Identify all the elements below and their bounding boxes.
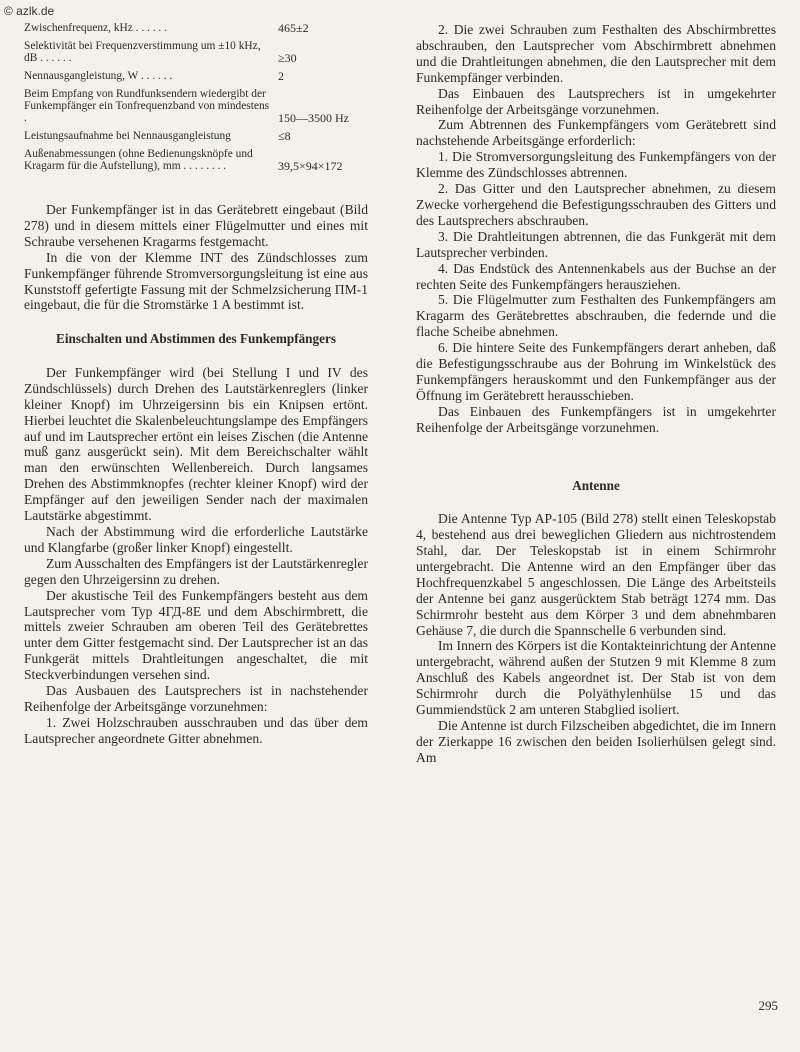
paragraph: 2. Das Gitter und den Lautsprecher abnehmen, zu diesem Zwecke vorhergehend die Befestigungsschrauben des Gitters und des Lautsprechers abschrauben. [416, 181, 776, 228]
spec-value: ≥30 [278, 51, 297, 65]
spec-row [24, 148, 368, 178]
spec-label: Außenabmessungen (ohne Bedienungsknöpfe und Kragarm für die Aufstellung), mm . . . . . . . . [24, 148, 253, 172]
paragraph: 4. Das Endstück des Antennenkabels aus der Buchse an der rechten Seite des Funkempfängers herausziehen. [416, 260, 776, 292]
spec-value: ≤8 [278, 129, 291, 143]
spec-row [24, 40, 368, 70]
paragraph: Das Einbauen des Funkempfängers ist in umgekehrter Reihenfolge der Arbeitsgänge vorzunehmen. [416, 403, 776, 435]
spec-value: 465±2 [278, 21, 309, 35]
paragraph: 5. Die Flügelmutter zum Festhalten des Funkempfängers am Kragarm des Gerätebrettes abschrauben, die federnde und die flache Scheibe abnehmen. [416, 292, 776, 340]
section-heading: Antenne [572, 477, 620, 493]
paragraph: Zum Abtrennen des Funkempfängers vom Gerätebrett sind nachstehende Arbeitsgänge erforderlich: [416, 117, 776, 149]
spec-label: Zwischenfrequenz, kHz . . . . . . [24, 22, 167, 34]
paragraph: Die Antenne Typ AP-105 (Bild 278) stellt einen Teleskopstab 4, bestehend aus drei beweglichen Gliedern aus nichtrostendem Stahl, dar. Der Teleskopstab ist in einem Schirmrohr untergebracht. Die Antenne wird an den Empfänger über das Hochfrequenzkabel 5 angeschlossen. Die Länge des Arbeitsteils der Antenne bei ganz ausgerücktem Stab beträgt 1274 mm. Das Schirmrohr besteht aus dem Körper 3 und dem abnehmbaren Gehäuse 7, die durch die Spannschelle 6 verbunden sind. [416, 511, 776, 638]
paragraph: In die von der Klemme INT des Zündschlosses zum Funkempfänger führende Stromversorgungsleitung ist eine aus Kunststoff gefertigte Fassung mit der Schmelzsicherung ПМ-1 eingebaut, die für die Stromstärke 1 A bestimmt ist. [24, 249, 368, 313]
spec-label: Selektivität bei Frequenzverstimmung um ±10 kHz, dB . . . . . . [24, 40, 261, 64]
paragraph: 1. Zwei Holzschrauben ausschrauben und das über dem Lautsprecher angeordnete Gitter abnehmen. [24, 714, 368, 746]
paragraph: 3. Die Drahtleitungen abtrennen, die das Funkgerät mit dem Lautsprecher verbinden. [416, 228, 776, 260]
spec-value: 2 [278, 69, 284, 83]
section-heading: Einschalten und Abstimmen des Funkempfängers [56, 331, 336, 347]
spec-table [24, 22, 368, 178]
paragraph: Die Antenne ist durch Filzscheiben abgedichtet, die im Innern der Zierkappe 16 zwischen den beiden Isolierhülsen gelegt sind. Am [416, 717, 776, 765]
spec-value: 150—3500 Hz [278, 111, 349, 125]
spec-label: Beim Empfang von Rundfunksendern wiedergibt der Funkempfänger ein Tonfrequenzband von mindestens . [24, 88, 270, 124]
paragraph: Der Funkempfänger ist in das Gerätebrett eingebaut (Bild 278) und in diesem mittels einer Flügelmutter und eines mit Schraube versehenen Kragarms festgemacht. [24, 202, 368, 249]
paragraph: Das Einbauen des Lautsprechers ist in umgekehrter Reihenfolge der Arbeitsgänge vorzunehmen. [416, 85, 776, 117]
paragraph: 2. Die zwei Schrauben zum Festhalten des Abschirmbrettes abschrauben, den Lautsprecher vom Abschirmbrett abnehmen und die Drahtleitungen abnehmen, die den Lautsprecher mit dem Funkempfänger verbinden. [416, 22, 776, 85]
paragraph: Im Innern des Körpers ist die Kontakteinrichtung der Antenne untergebracht, während außen der Stutzen 9 mit Klemme 8 zum Anschluß des Kabels angeordnet ist. Der Stab ist von dem Schirmrohr durch die Polyäthylenhülse 15 und das Gummiendstück 2 am unteren Stabglied isoliert. [416, 638, 776, 718]
spec-row [24, 130, 368, 148]
spec-label: Nennausgangleistung, W . . . . . . [24, 70, 173, 82]
spec-value: 39,5×94×172 [278, 159, 343, 173]
right-column [416, 22, 776, 766]
paragraph: Der Funkempfänger wird (bei Stellung I und IV des Zündschlüssels) durch Drehen des Lautstärkenreglers (linker kleiner Knopf) im Uhrzeigersinn bis ein Knipsen ertönt. Hierbei leuchtet die Skalenbeleuchtungslampe des Empfängers auf und im Lautsprecher ertönt ein leises Zischen (die Antenne muß ganz ausgerückt sein). Mit dem Bereichschalter wählt man den erwünschten Wellenbereich. Durch langsames Drehen des Abstimmknopfes (rechter kleiner Knopf) wird der Empfänger auf den jeweiligen Sender nach der maximalen Lautstärke abgestimmt. [24, 364, 368, 524]
page-number: 295 [758, 998, 778, 1013]
spec-row [24, 70, 368, 88]
paragraph: 1. Die Stromversorgungsleitung des Funkempfängers von der Klemme des Zündschlosses abtrennen. [416, 149, 776, 181]
paragraph: Nach der Abstimmung wird die erforderliche Lautstärke und Klangfarbe (großer linker Knopf) eingestellt. [24, 524, 368, 555]
spec-label: Leistungsaufnahme bei Nennausgangleistung [24, 130, 231, 142]
paragraph: 6. Die hintere Seite des Funkempfängers derart anheben, daß die Befestigungsschraube aus der Bohrung im Winkelstück des Funkempfängers herauskommt und den Funkempfänger aus der Öffnung im Gerätebrett herausschieben. [416, 340, 776, 403]
paragraph: Der akustische Teil des Funkempfängers besteht aus dem Lautsprecher vom Typ 4ГД-8E und dem Abschirmbrett, die mittels zweier Schrauben am oberen Teil des Gerätebrettes unter dem Gitter festgemacht sind. Der Lautsprecher ist an das Funkgerät mittels Drahtleitungen angeschaltet, die mit Steckverbindungen versehen sind. [24, 587, 368, 683]
paragraph: Zum Ausschalten des Empfängers ist der Lautstärkenregler gegen den Uhrzeigersinn zu drehen. [24, 555, 368, 587]
watermark: © azlk.de [4, 4, 55, 18]
left-column [24, 22, 368, 747]
spec-row [24, 22, 368, 40]
paragraph: Das Ausbauen des Lautsprechers ist in nachstehender Reihenfolge der Arbeitsgänge vorzunehmen: [24, 683, 368, 714]
spec-row [24, 88, 368, 130]
